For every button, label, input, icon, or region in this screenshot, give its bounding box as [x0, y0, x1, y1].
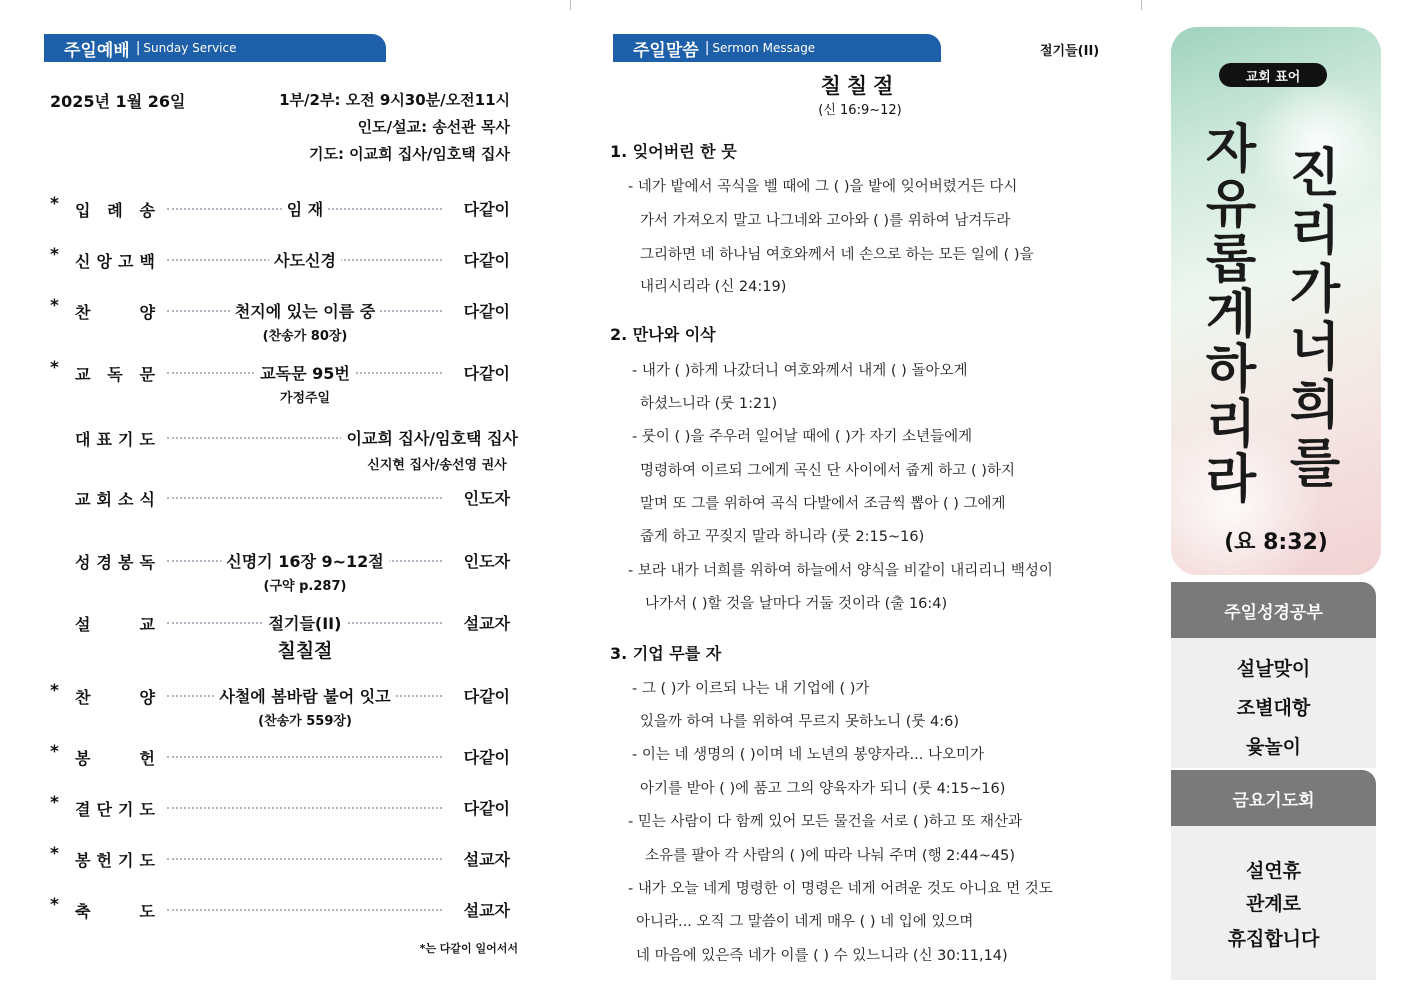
worship-item	[50, 610, 510, 634]
section-heading: 2. 만나와 이삭	[610, 325, 716, 344]
church-motto-card	[1171, 27, 1381, 575]
worship-item-label	[75, 550, 155, 573]
sermon-series: 절기들(II)	[1040, 44, 1100, 59]
friday-prayer-header: 금요기도회	[1171, 770, 1376, 826]
label-char: 기	[118, 430, 134, 449]
standing-mark: *	[50, 681, 59, 701]
motto-char: 라	[1205, 449, 1257, 510]
label-char: 헌	[139, 749, 155, 768]
worship-item-label	[75, 797, 155, 820]
label-char: 결	[75, 800, 91, 819]
worship-item-content: 사도신경	[269, 248, 341, 271]
standing-mark: *	[50, 296, 59, 316]
bible-study-line: 윷놀이	[1245, 736, 1302, 758]
worship-item-leader: 이교희 집사/임호택 집사	[341, 426, 518, 449]
label-char: 성	[75, 553, 91, 572]
header-divider: |	[704, 40, 710, 56]
motto-char: 리	[1289, 201, 1341, 262]
sermon-line: - 내가 ( )하게 나갔더니 여호와께서 내게 ( ) 돌아오게	[632, 363, 968, 379]
worship-item-subtext: 가정주일	[279, 391, 331, 406]
bible-study-line: 조별대항	[1236, 697, 1311, 719]
worship-item-content: 신명기 16장 9~12절	[221, 549, 389, 572]
section-heading: 1. 잊어버린 한 뭇	[610, 142, 737, 161]
label-char: 봉	[75, 851, 91, 870]
label-char: 례	[107, 201, 123, 220]
sermon-title: 칠칠절	[820, 74, 900, 98]
worship-item	[50, 485, 510, 509]
label-char: 도	[139, 430, 155, 449]
header-title-ko: 주일말씀	[633, 40, 699, 61]
worship-item	[50, 744, 510, 768]
motto-char: 희	[1289, 375, 1341, 436]
header-title-en: Sunday Service	[143, 41, 237, 55]
motto-column-left	[1199, 119, 1263, 510]
friday-prayer-line: 관계로	[1245, 893, 1302, 915]
label-char: 백	[139, 252, 155, 271]
sermon-line: - 내가 오늘 네게 명령한 이 명령은 네게 어려운 것도 아니요 먼 것도	[628, 881, 1053, 897]
worship-item-label	[75, 198, 155, 221]
leader-dots	[167, 858, 442, 860]
bible-study-header: 주일성경공부	[1171, 582, 1376, 638]
sermon-line: 줍게 하고 꾸짖지 말라 하니라 (룻 2:15~16)	[640, 529, 925, 545]
label-char: 단	[96, 800, 112, 819]
worship-item	[50, 548, 510, 572]
label-char: 고	[118, 252, 134, 271]
worship-item-content: 교독문 95번	[255, 361, 355, 384]
leader-dots	[167, 497, 442, 499]
standing-mark: *	[50, 895, 59, 915]
label-char: 기	[118, 800, 134, 819]
motto-char: 하	[1205, 339, 1257, 400]
label-char: 찬	[75, 303, 91, 322]
sermon-line: - 그 ( )가 이르되 나는 내 기업에 ( )가	[632, 681, 870, 697]
motto-badge: 교회 표어	[1219, 63, 1327, 87]
label-char: 송	[139, 201, 155, 220]
sermon-line: - 이는 네 생명의 ( )이며 네 노년의 봉양자라... 나오미가	[632, 747, 984, 763]
worship-item	[50, 196, 510, 220]
fold-mark	[1141, 0, 1142, 10]
worship-item-content: 절기들(II)	[264, 611, 347, 634]
sermon-line: 하셨느니라 (룻 1:21)	[640, 396, 778, 412]
worship-item	[50, 298, 510, 322]
motto-char: 유	[1205, 174, 1257, 235]
section-heading: 3. 기업 무를 자	[610, 644, 722, 663]
worship-item-leader: 다같이	[459, 248, 510, 271]
label-char: 봉	[75, 749, 91, 768]
motto-char: 너	[1289, 317, 1341, 378]
worship-item-label	[75, 612, 155, 635]
worship-item-content: 천지에 있는 이름 중	[230, 299, 380, 322]
standing-mark: *	[50, 844, 59, 864]
label-char: 앙	[96, 252, 112, 271]
worship-item-leader: 다같이	[459, 684, 510, 707]
sunday-service-header	[44, 34, 386, 62]
sunday-service-panel	[0, 0, 570, 992]
sermon-line: 있을까 하여 나를 위하여 무르지 못하노니 (룻 4:6)	[640, 714, 960, 730]
worship-item-leader: 인도자	[459, 549, 510, 572]
sermon-line: 소유를 팔아 각 사람의 ( )에 따라 나눠 주며 (행 2:44~45)	[645, 848, 1015, 864]
standing-mark: *	[50, 358, 59, 378]
label-char: 대	[75, 430, 91, 449]
worship-item-leader: 인도자	[459, 486, 510, 509]
sermon-line: - 보라 내가 너희를 위하여 하늘에서 양식을 비같이 내리리니 백성이	[628, 563, 1053, 579]
label-char: 입	[75, 201, 91, 220]
header-title-en: Sermon Message	[712, 41, 816, 55]
sermon-header	[613, 34, 941, 62]
label-char: 봉	[118, 553, 134, 572]
worship-item-content: 임 재	[282, 197, 328, 220]
sermon-line: - 룻이 ( )을 주우러 일어날 때에 ( )가 자기 소년들에게	[632, 429, 973, 445]
service-date: 2025년 1월 26일	[50, 92, 186, 111]
label-char: 기	[118, 851, 134, 870]
standing-mark: *	[50, 194, 59, 214]
standing-mark: *	[50, 245, 59, 265]
worship-item-leader: 설교자	[459, 611, 510, 634]
sermon-line: 명령하여 이르되 그에게 곡신 단 사이에서 줍게 하고 ( )하지	[640, 463, 1015, 479]
friday-prayer-line: 설연휴	[1245, 860, 1302, 882]
label-char: 문	[139, 365, 155, 384]
label-char: 도	[139, 902, 155, 921]
worship-item-label	[75, 487, 155, 510]
label-char: 교	[139, 615, 155, 634]
worship-item-label	[75, 362, 155, 385]
worship-item	[50, 360, 510, 384]
sermon-reference: (신 16:9~12)	[818, 103, 902, 118]
worship-item	[50, 846, 510, 870]
sermon-line: 내리시리라 (신 24:19)	[640, 279, 787, 295]
worship-item-label	[75, 685, 155, 708]
motto-char: 게	[1205, 284, 1257, 345]
label-char: 경	[96, 553, 112, 572]
motto-char: 리	[1205, 394, 1257, 455]
label-char: 표	[96, 430, 112, 449]
label-char: 교	[75, 490, 91, 509]
label-char: 소	[118, 490, 134, 509]
worship-item-label	[75, 848, 155, 871]
worship-item-label	[75, 746, 155, 769]
label-char: 헌	[96, 851, 112, 870]
worship-item-leader: 설교자	[459, 847, 510, 870]
label-char: 축	[75, 902, 91, 921]
worship-item	[50, 425, 518, 449]
worship-item-label	[75, 300, 155, 323]
bible-study-body	[1171, 638, 1376, 768]
sermon-line: 아기를 받아 ( )에 품고 그의 양육자가 되니 (룻 4:15~16)	[640, 781, 1006, 797]
worship-item-subtext: 칠칠절	[277, 640, 333, 662]
worship-item-label	[75, 899, 155, 922]
bible-study-line: 설날맞이	[1236, 658, 1311, 680]
label-char: 독	[139, 553, 155, 572]
leader-dots	[167, 756, 442, 758]
sermon-line: 아니라... 오직 그 말씀이 네게 매우 ( ) 네 입에 있으며	[636, 914, 974, 930]
sermon-line: - 믿는 사람이 다 함께 있어 모든 물건을 서로 ( )하고 또 재산과	[628, 814, 1023, 830]
sermon-line: 말며 또 그를 위하여 곡식 다발에서 조금씩 뽑아 ( ) 그에게	[640, 496, 1006, 512]
label-char: 도	[139, 851, 155, 870]
sermon-line: 그리하면 네 하나님 여호와께서 네 손으로 하는 모든 일에 ( )을	[640, 247, 1034, 263]
worship-item-subtext: (찬송가 559장)	[258, 714, 352, 729]
worship-item-leader: 다같이	[459, 197, 510, 220]
motto-column-right	[1283, 145, 1347, 493]
label-char: 신	[75, 252, 91, 271]
sermon-line: - 네가 밭에서 곡식을 벨 때에 그 ( )을 밭에 잊어버렸거든 다시	[628, 179, 1018, 195]
label-char: 교	[75, 365, 91, 384]
worship-item-subtext: (찬송가 80장)	[262, 329, 348, 344]
worship-item-subtext: (구약 p.287)	[263, 579, 347, 594]
label-char: 식	[139, 490, 155, 509]
motto-char: 를	[1289, 433, 1341, 494]
label-char: 회	[96, 490, 112, 509]
service-times: 1부/2부: 오전 9시30분/오전11시	[279, 91, 510, 109]
header-divider: |	[135, 40, 141, 56]
worship-item-leader: 다같이	[459, 745, 510, 768]
worship-item-label	[75, 427, 155, 450]
friday-prayer-line: 휴집합니다	[1227, 928, 1320, 950]
motto-char: 롭	[1205, 229, 1257, 290]
label-char: 독	[107, 365, 123, 384]
label-char: 양	[139, 303, 155, 322]
service-leader: 인도/설교: 송선관 목사	[357, 118, 510, 136]
worship-item-content: 사철에 봄바람 불어 잇고	[214, 684, 395, 707]
leader-dots	[167, 909, 442, 911]
sermon-line: 나가서 ( )할 것을 날마다 거둘 것이라 (출 16:4)	[645, 596, 948, 612]
worship-item-label	[75, 249, 155, 272]
motto-reference: (요 8:32)	[1224, 530, 1328, 555]
worship-item	[50, 897, 510, 921]
standing-note: *는 다같이 일어서서	[419, 942, 518, 955]
motto-char: 진	[1289, 143, 1341, 204]
label-char: 도	[139, 800, 155, 819]
worship-item	[50, 683, 510, 707]
motto-char: 자	[1205, 119, 1257, 180]
friday-prayer-body	[1171, 826, 1376, 980]
worship-item-leader: 설교자	[459, 898, 510, 921]
worship-item	[50, 795, 510, 819]
label-char: 양	[139, 688, 155, 707]
standing-mark: *	[50, 742, 59, 762]
leader-dots	[167, 807, 442, 809]
sermon-line: 가서 가져오지 말고 나그네와 고아와 ( )를 위하여 남겨두라	[640, 213, 1011, 229]
label-char: 설	[75, 615, 91, 634]
worship-item-leader: 다같이	[459, 796, 510, 819]
motto-char: 가	[1289, 259, 1341, 320]
service-prayer: 기도: 이교희 집사/임호택 집사	[308, 145, 510, 163]
sermon-line: 네 마음에 있은즉 네가 이를 ( ) 수 있느니라 (신 30:11,14)	[636, 948, 1008, 964]
header-title-ko: 주일예배	[64, 40, 130, 61]
standing-mark: *	[50, 793, 59, 813]
worship-item	[50, 247, 510, 271]
fold-mark	[570, 0, 571, 10]
worship-item-leader: 다같이	[459, 361, 510, 384]
worship-item-subtext: 신지현 집사/송선영 권사	[367, 458, 507, 473]
worship-item-leader: 다같이	[459, 299, 510, 322]
label-char: 찬	[75, 688, 91, 707]
